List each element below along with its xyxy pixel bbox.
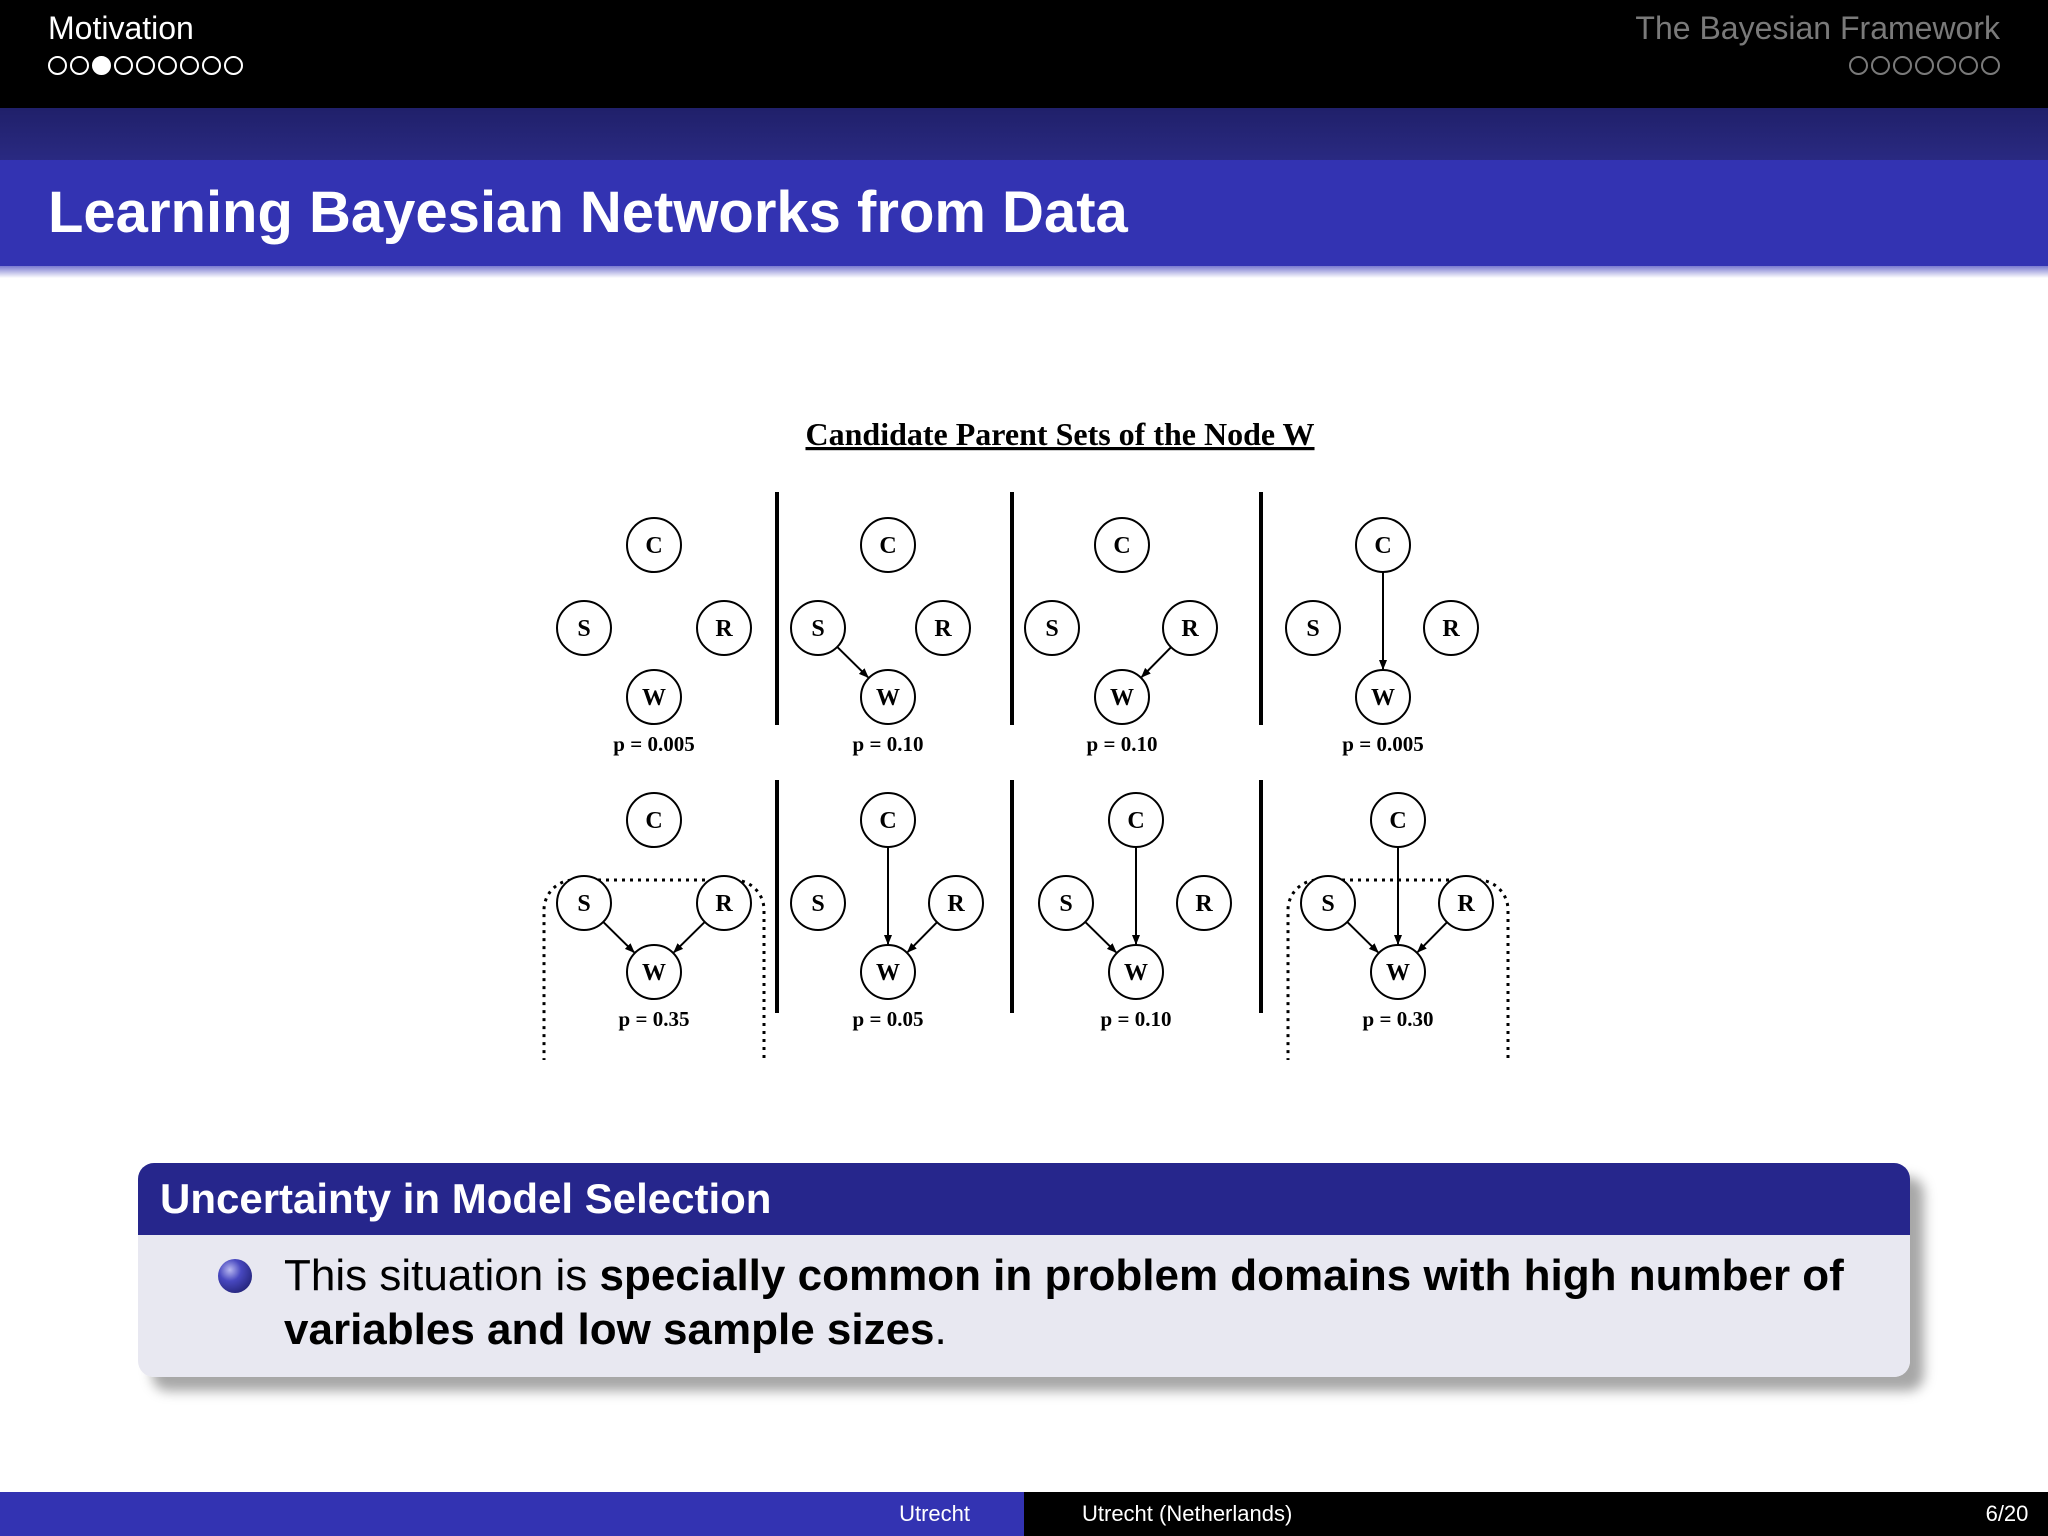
probability-label: p = 0.05 [852, 1007, 924, 1031]
probability-label: p = 0.10 [852, 732, 924, 756]
node-label-c: C [1389, 808, 1407, 834]
probability-label: p = 0.30 [1362, 1007, 1434, 1031]
nav-slide-dots [48, 56, 243, 75]
footer-location: Utrecht (Netherlands) [1024, 1492, 1966, 1536]
block-title: Uncertainty in Model Selection [160, 1175, 772, 1222]
node-label-w: W [642, 960, 666, 986]
footer-bar [0, 1492, 2048, 1536]
probability-label: p = 0.35 [618, 1007, 690, 1031]
probability-label: p = 0.005 [1342, 732, 1424, 756]
figure-title: Candidate Parent Sets of the Node W [805, 416, 1315, 452]
node-label-s: S [811, 616, 825, 642]
node-label-s: S [577, 891, 591, 917]
node-label-s: S [811, 891, 825, 917]
nav-slide-dot[interactable] [202, 56, 221, 75]
nav-section-title[interactable]: The Bayesian Framework [1635, 10, 2000, 46]
nav-slide-dot[interactable] [180, 56, 199, 75]
nav-section-next[interactable] [1635, 8, 2000, 75]
nav-slide-dots [1635, 56, 2000, 75]
node-label-r: R [947, 891, 965, 917]
footer-institute: Utrecht [0, 1492, 1024, 1536]
node-label-w: W [1386, 960, 1410, 986]
parent-set-panel [1039, 793, 1231, 1031]
edge-r-to-w [1418, 922, 1447, 952]
parent-set-panel [557, 518, 751, 756]
nav-slide-dot[interactable] [1981, 56, 2000, 75]
node-label-r: R [715, 616, 733, 642]
bayesian-network-diagram [530, 400, 1530, 1060]
block-bullet-text [284, 1249, 1884, 1357]
node-label-w: W [876, 685, 900, 711]
node-label-r: R [1195, 891, 1213, 917]
node-label-w: W [876, 960, 900, 986]
node-label-c: C [1127, 808, 1145, 834]
node-label-r: R [715, 891, 733, 917]
probability-label: p = 0.005 [613, 732, 695, 756]
nav-slide-dot[interactable] [136, 56, 155, 75]
nav-slide-dot[interactable] [1915, 56, 1934, 75]
parent-sets-figure [530, 400, 1530, 1060]
node-label-c: C [1374, 533, 1392, 559]
node-label-w: W [1110, 685, 1134, 711]
nav-slide-dot[interactable] [114, 56, 133, 75]
node-label-c: C [1113, 533, 1131, 559]
edge-s-to-w [1085, 922, 1116, 952]
node-label-s: S [1321, 891, 1335, 917]
node-label-w: W [1371, 685, 1395, 711]
node-label-s: S [577, 616, 591, 642]
nav-slide-dot[interactable] [158, 56, 177, 75]
edge-s-to-w [837, 647, 868, 677]
node-label-r: R [1457, 891, 1475, 917]
node-label-w: W [1124, 960, 1148, 986]
node-label-c: C [879, 533, 897, 559]
bullet-ball-icon [218, 1259, 252, 1293]
parent-set-panel [1288, 793, 1508, 1060]
nav-slide-dot[interactable] [70, 56, 89, 75]
bullet-text-bold: specially common in problem domains with high number of variables and low sample sizes [284, 1251, 1844, 1354]
edge-r-to-w [674, 922, 705, 952]
node-label-r: R [1442, 616, 1460, 642]
bullet-text-end: . [934, 1305, 947, 1354]
node-label-c: C [645, 808, 663, 834]
node-label-c: C [879, 808, 897, 834]
header-band [0, 108, 2048, 168]
probability-label: p = 0.10 [1100, 1007, 1172, 1031]
parent-set-panel [791, 793, 983, 1031]
node-label-c: C [645, 533, 663, 559]
bullet-text-plain: This situation is [284, 1251, 600, 1300]
edge-s-to-w [603, 922, 634, 952]
node-label-r: R [1181, 616, 1199, 642]
parent-set-panel [544, 793, 764, 1060]
node-label-s: S [1045, 616, 1059, 642]
node-label-w: W [642, 685, 666, 711]
frame-title-shadow [0, 266, 2048, 278]
nav-slide-dot[interactable] [1937, 56, 1956, 75]
edge-s-to-w [1347, 922, 1378, 952]
nav-slide-dot[interactable] [1871, 56, 1890, 75]
footer-page-number: 6/20 [1966, 1492, 2048, 1536]
nav-slide-dot[interactable] [92, 56, 111, 75]
parent-set-panel [1286, 518, 1478, 756]
frame-title: Learning Bayesian Networks from Data [48, 180, 1128, 245]
nav-slide-dot[interactable] [1849, 56, 1868, 75]
node-label-s: S [1059, 891, 1073, 917]
parent-set-panel [1025, 518, 1217, 756]
uncertainty-block [138, 1163, 1910, 1377]
nav-section-title[interactable]: Motivation [48, 10, 194, 46]
parent-set-panel [791, 518, 970, 756]
nav-slide-dot[interactable] [1893, 56, 1912, 75]
nav-section-current[interactable] [48, 8, 243, 75]
edge-r-to-w [908, 922, 937, 952]
section-navigation-bar [0, 0, 2048, 108]
node-label-r: R [934, 616, 952, 642]
probability-label: p = 0.10 [1086, 732, 1158, 756]
nav-slide-dot[interactable] [1959, 56, 1978, 75]
nav-slide-dot[interactable] [224, 56, 243, 75]
node-label-s: S [1306, 616, 1320, 642]
nav-slide-dot[interactable] [48, 56, 67, 75]
edge-r-to-w [1142, 647, 1171, 677]
